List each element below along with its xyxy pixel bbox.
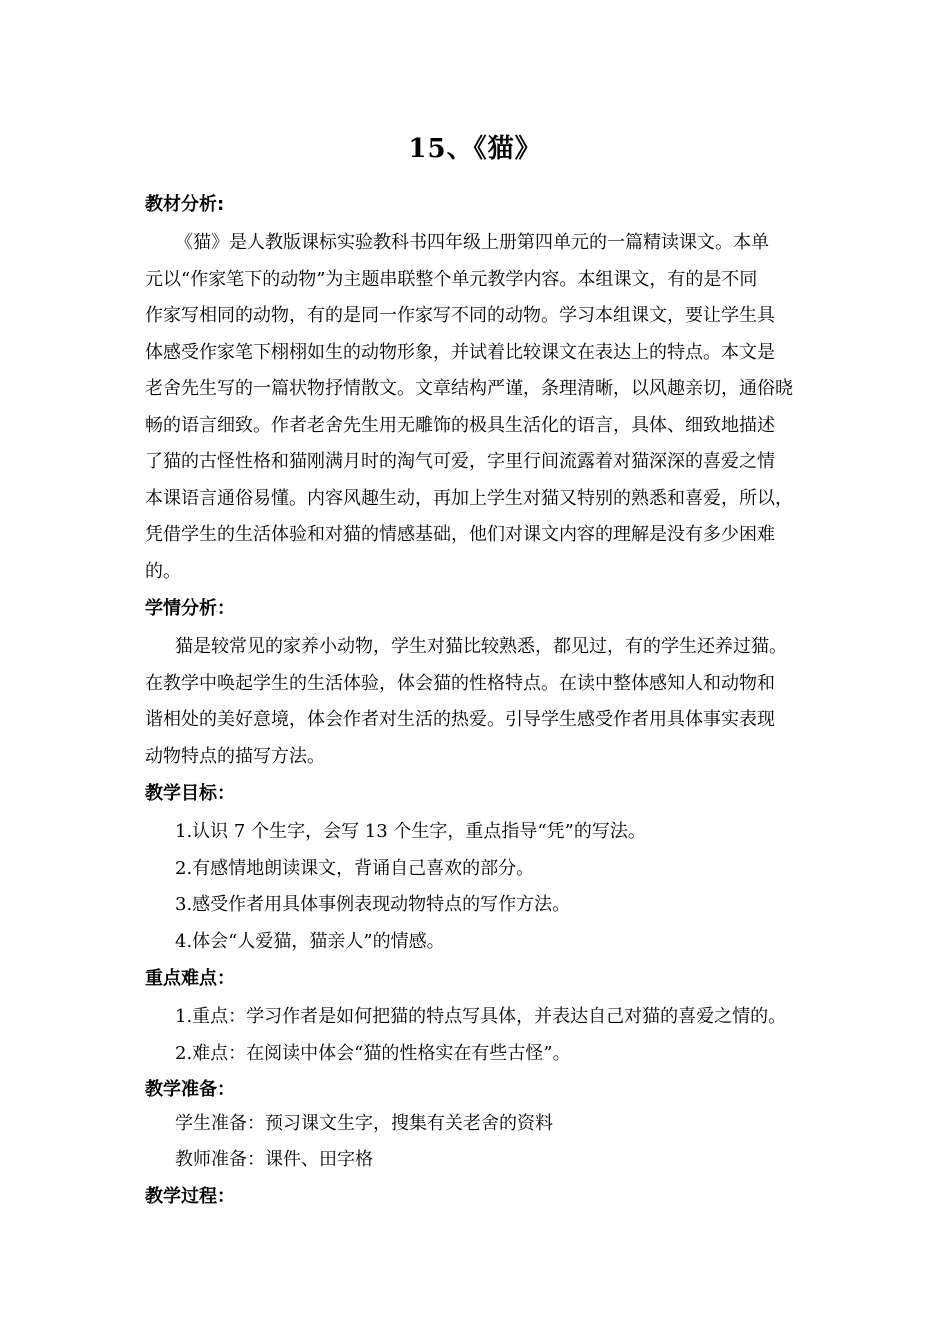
section-heading-process: 教学过程： xyxy=(145,1186,235,1207)
list-item: 2.有感情地朗读课文，背诵自己喜欢的部分。 xyxy=(175,858,535,879)
paragraph-line: 动物特点的描写方法。 xyxy=(145,746,325,767)
list-item: 3.感受作者用具体事例表现动物特点的写作方法。 xyxy=(175,894,571,915)
list-item: 1.重点：学习作者是如何把猫的特点写具体，并表达自己对猫的喜爱之情的。 xyxy=(175,1006,787,1027)
paragraph-line: 体感受作家笔下栩栩如生的动物形象，并试着比较课文在表达上的特点。本文是 xyxy=(145,342,775,363)
paragraph-line: 猫是较常见的家养小动物，学生对猫比较熟悉，都见过，有的学生还养过猫。 xyxy=(175,636,787,657)
paragraph-line: 谐相处的美好意境，体会作者对生活的热爱。引导学生感受作者用具体事实表现 xyxy=(145,709,775,730)
paragraph-line: 老舍先生写的一篇状物抒情散文。文章结构严谨，条理清晰，以风趣亲切，通俗晓 xyxy=(145,378,793,399)
paragraph-line: 在教学中唤起学生的生活体验，体会猫的性格特点。在读中整体感知人和动物和 xyxy=(145,673,775,694)
paragraph-line: 凭借学生的生活体验和对猫的情感基础，他们对课文内容的理解是没有多少困难 xyxy=(145,524,775,545)
list-item: 教师准备：课件、田字格 xyxy=(175,1149,373,1170)
paragraph-line: 作家写相同的动物，有的是同一作家写不同的动物。学习本组课文，要让学生具 xyxy=(145,305,775,326)
list-item: 学生准备：预习课文生字，搜集有关老舍的资料 xyxy=(175,1113,553,1134)
section-heading-learner: 学情分析： xyxy=(145,598,235,619)
paragraph-line: 畅的语言细致。作者老舍先生用无雕饰的极具生活化的语言，具体、细致地描述 xyxy=(145,415,775,436)
section-heading-analysis: 教材分析: xyxy=(145,194,225,215)
section-heading-goals: 教学目标： xyxy=(145,783,235,804)
paragraph-line: 了猫的古怪性格和猫刚满月时的淘气可爱，字里行间流露着对猫深深的喜爱之情 xyxy=(145,451,775,472)
list-item: 2.难点：在阅读中体会“猫的性格实在有些古怪”。 xyxy=(175,1043,571,1064)
paragraph-line: 元以“作家笔下的动物”为主题串联整个单元教学内容。本组课文，有的是不同 xyxy=(145,269,758,290)
list-item: 4.体会“人爱猫，猫亲人”的情感。 xyxy=(175,931,445,952)
section-heading-keypoints: 重点难点： xyxy=(145,968,235,989)
list-item: 1.认识 7 个生字，会写 13 个生字，重点指导“凭”的写法。 xyxy=(175,821,646,842)
paragraph-line: 的。 xyxy=(145,561,181,582)
page-title: 15、《猫》 xyxy=(408,134,542,164)
paragraph-line: 《猫》是人教版课标实验教科书四年级上册第四单元的一篇精读课文。本单 xyxy=(175,232,769,253)
section-heading-prep: 教学准备： xyxy=(145,1079,235,1100)
paragraph-line: 本课语言通俗易懂。内容风趣生动，再加上学生对猫又特别的熟悉和喜爱，所以， xyxy=(145,488,793,509)
